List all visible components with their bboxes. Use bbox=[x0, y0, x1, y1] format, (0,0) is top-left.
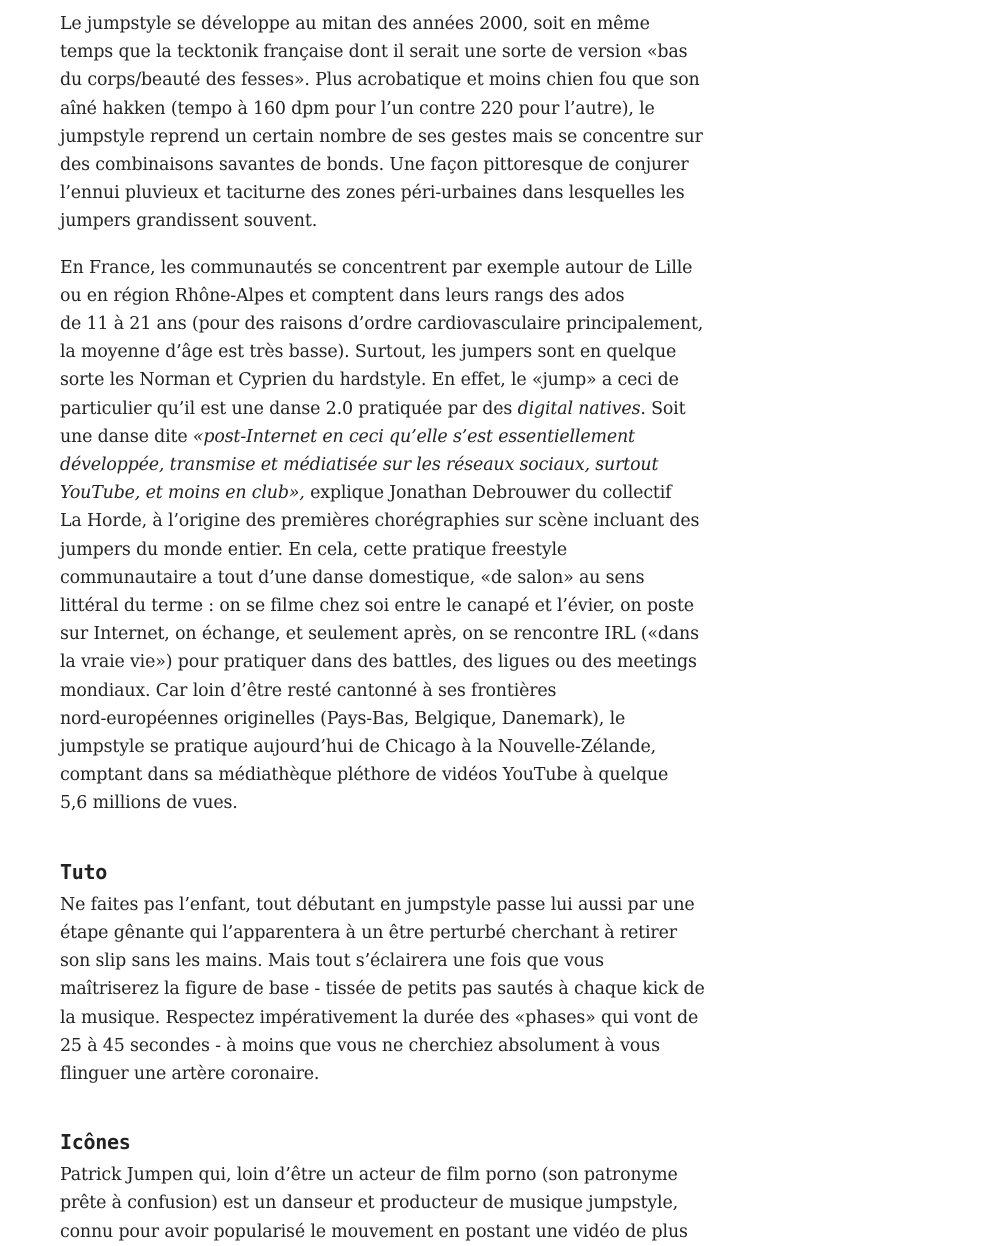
text-line bbox=[60, 395, 686, 423]
text-line: Le jumpstyle se développe au mitan des années 2000, soit en même bbox=[60, 14, 650, 34]
text-run: . Soit bbox=[640, 398, 686, 419]
text-line: La Horde, à l’origine des premières chorégraphies sur scène incluant des bbox=[60, 511, 700, 532]
section-heading-tuto: Tuto bbox=[60, 859, 107, 884]
section-heading-icones: Icônes bbox=[60, 1130, 131, 1155]
text-line: sur Internet, on échange, et seulement après, on se rencontre IRL («dans bbox=[60, 624, 699, 645]
text-line: des combinaisons savantes de bonds. Une façon pittoresque de conjurer bbox=[60, 155, 689, 176]
emphasis-text: digital natives bbox=[517, 398, 641, 419]
quote-text: YouTube, et moins en club», bbox=[60, 483, 305, 504]
text-line bbox=[60, 423, 665, 451]
text-line: la musique. Respectez impérativement la durée des «phases» qui vont de bbox=[60, 1007, 699, 1028]
text-line: ou en région Rhône-Alpes et comptent dans leurs rangs des ados bbox=[60, 285, 625, 306]
paragraph-icones bbox=[60, 1161, 688, 1246]
text-line: 25 à 45 secondes - à moins que vous ne cherchiez absolument à vous bbox=[60, 1035, 660, 1056]
text-line: Ne faites pas l’enfant, tout débutant en jumpstyle passe lui aussi par une bbox=[60, 894, 695, 915]
text-line: aîné hakken (tempo à 160 dpm pour l’un contre 220 pour l’autre), le bbox=[60, 98, 655, 119]
text-line: connu pour avoir popularisé le mouvement en postant une vidéo de plus bbox=[60, 1221, 688, 1242]
article-body bbox=[60, 10, 705, 1246]
text-line: flinguer une artère coronaire. bbox=[60, 1063, 320, 1084]
text-line: littéral du terme : on se filme chez soi entre le canapé et l’évier, on poste bbox=[60, 596, 694, 617]
text-line: temps que la tecktonik française dont il serait une sorte de version «bas bbox=[60, 42, 688, 63]
text-run: particulier qu’il est une danse 2.0 pratiquée par des bbox=[60, 398, 518, 419]
text-line: comptant dans sa médiathèque pléthore de vidéos YouTube à quelque bbox=[60, 765, 669, 786]
text-line: jumpers du monde entier. En cela, cette pratique freestyle bbox=[60, 539, 568, 560]
text-line: sorte les Norman et Cyprien du hardstyle. En effet, le «jump» a ceci de bbox=[60, 370, 679, 391]
text-line: 5,6 millions de vues. bbox=[60, 793, 238, 814]
text-line bbox=[60, 479, 672, 507]
text-line: son slip sans les mains. Mais tout s’éclairera une fois que vous bbox=[60, 951, 604, 972]
text-line: nord-européennes originelles (Pays-Bas, Belgique, Danemark), le bbox=[60, 708, 626, 729]
text-line: l’ennui pluvieux et taciturne des zones péri-urbaines dans lesquelles les bbox=[60, 183, 685, 204]
quote-text: «post-Internet en ceci qu’elle s’est essentiellement bbox=[192, 426, 635, 447]
paragraph-france bbox=[60, 254, 704, 818]
text-line: mondiaux. Car loin d’être resté cantonné à ses frontières bbox=[60, 680, 557, 701]
text-line: Patrick Jumpen qui, loin d’être un acteur de film porno (son patronyme bbox=[60, 1165, 678, 1186]
text-line: la moyenne d’âge est très basse). Surtout, les jumpers sont en quelque bbox=[60, 342, 677, 363]
text-line: du corps/beauté des fesses». Plus acrobatique et moins chien fou que son bbox=[60, 70, 700, 91]
paragraph-tuto bbox=[60, 891, 705, 1088]
paragraph-intro bbox=[60, 10, 703, 236]
text-run: explique Jonathan Debrouwer du collectif bbox=[304, 483, 672, 504]
text-line bbox=[60, 451, 665, 479]
text-line: maîtriserez la figure de base - tissée de petits pas sautés à chaque kick de bbox=[60, 979, 705, 1000]
text-line: prête à confusion) est un danseur et producteur de musique jumpstyle, bbox=[60, 1193, 678, 1214]
text-line: jumpstyle reprend un certain nombre de ses gestes mais se concentre sur bbox=[60, 126, 703, 147]
text-line: étape gênante qui l’apparentera à un être perturbé cherchant à retirer bbox=[60, 922, 677, 943]
text-line: jumpstyle se pratique aujourd’hui de Chicago à la Nouvelle-Zélande, bbox=[60, 737, 657, 758]
text-line: communautaire a tout d’une danse domestique, «de salon» au sens bbox=[60, 567, 645, 588]
text-line: jumpers grandissent souvent. bbox=[60, 211, 318, 232]
text-run: une danse dite bbox=[60, 426, 193, 447]
text-line: la vraie vie») pour pratiquer dans des battles, des ligues ou des meetings bbox=[60, 652, 697, 673]
text-line: En France, les communautés se concentrent par exemple autour de Lille bbox=[60, 257, 693, 278]
quote-text: développée, transmise et médiatisée sur les réseaux sociaux, surtout bbox=[60, 455, 659, 476]
text-line: de 11 à 21 ans (pour des raisons d’ordre cardiovasculaire principalement, bbox=[60, 314, 704, 335]
